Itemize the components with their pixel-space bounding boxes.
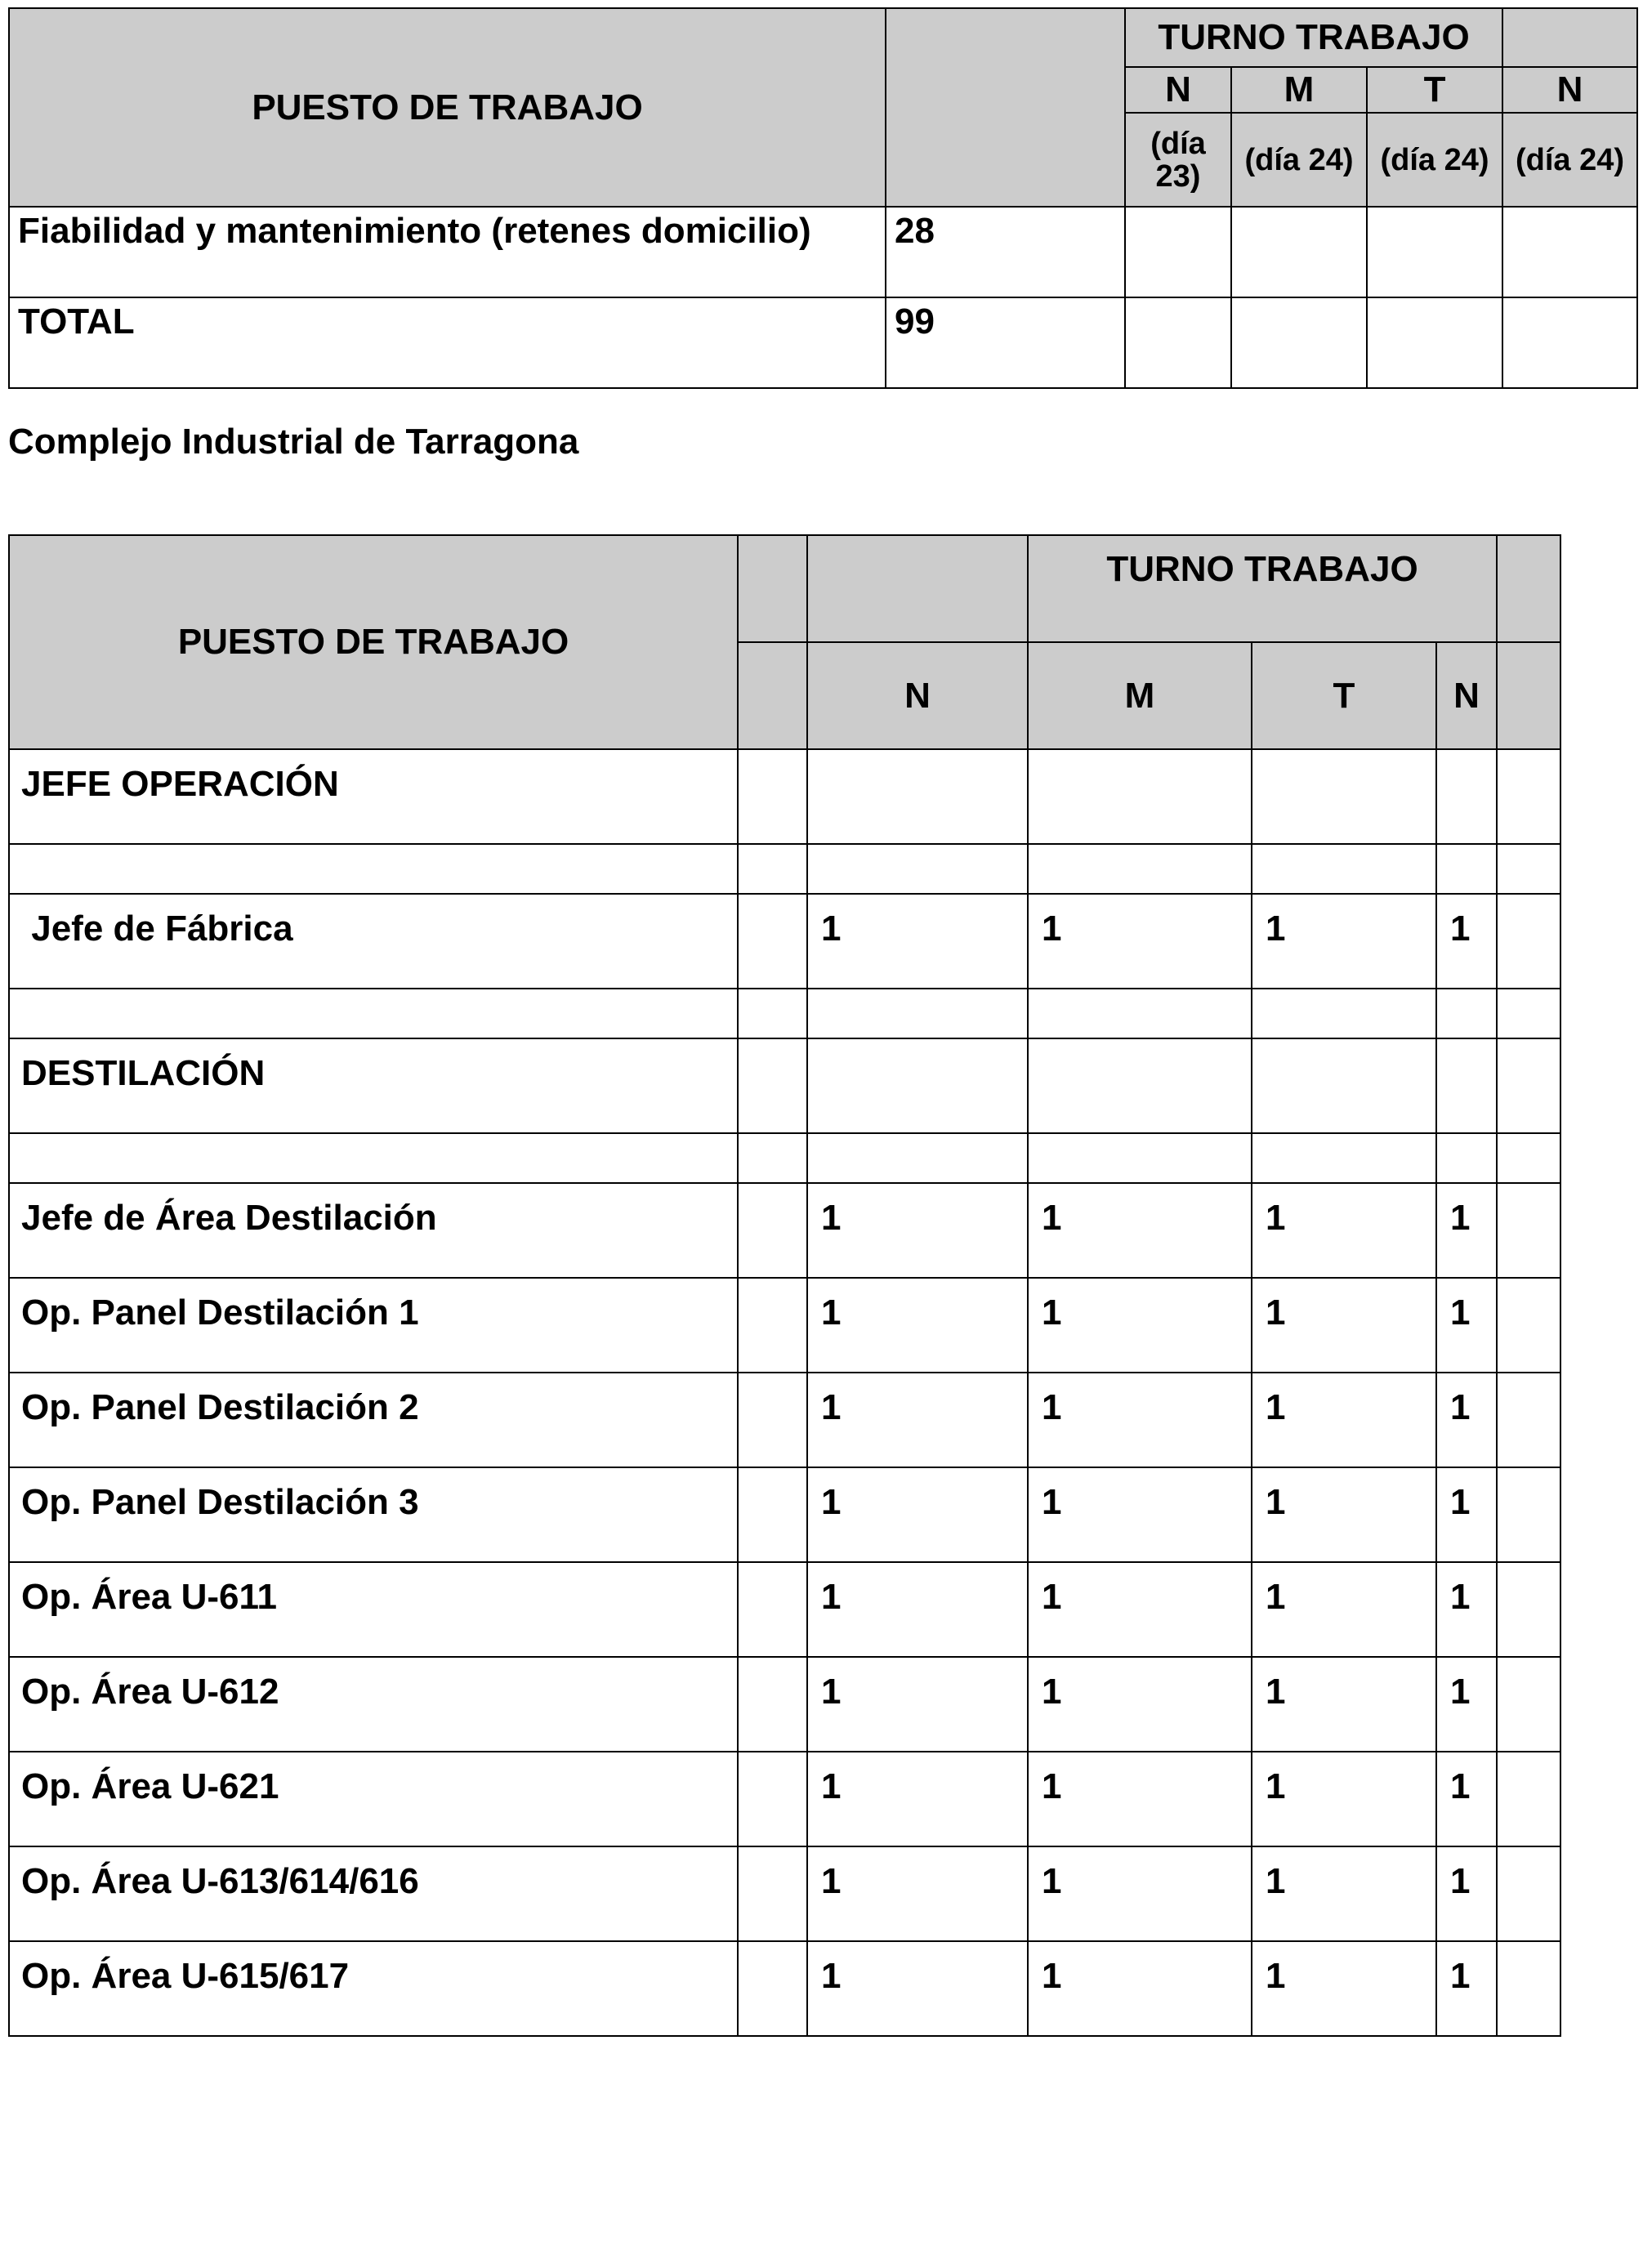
row-cell <box>1497 1941 1560 2036</box>
header-shift-m: M <box>1028 642 1252 749</box>
row-cell <box>1502 297 1637 388</box>
table-row <box>9 1183 1560 1278</box>
row-cell <box>738 1467 807 1562</box>
row-label: DESTILACIÓN <box>9 1038 738 1133</box>
row-value: 1 <box>1436 1941 1497 2036</box>
row-value <box>807 844 1028 894</box>
row-label: TOTAL <box>9 297 886 388</box>
header-blank <box>738 642 807 749</box>
table-row <box>9 1133 1560 1183</box>
row-cell <box>1367 297 1502 388</box>
header-turno: TURNO TRABAJO <box>1028 535 1497 642</box>
row-value <box>1028 1133 1252 1183</box>
table-row <box>9 749 1560 844</box>
row-value: 1 <box>1252 1941 1436 2036</box>
row-value: 1 <box>1436 1657 1497 1752</box>
header-blank <box>1497 642 1560 749</box>
row-value: 1 <box>807 1467 1028 1562</box>
row-value: 1 <box>1028 1373 1252 1467</box>
row-value: 1 <box>1028 1562 1252 1657</box>
row-value: 1 <box>1436 1562 1497 1657</box>
row-value: 1 <box>1252 1373 1436 1467</box>
header-shift-m: M <box>1231 67 1367 113</box>
row-value: 1 <box>1436 1183 1497 1278</box>
row-value <box>1436 1133 1497 1183</box>
row-value: 1 <box>1436 1373 1497 1467</box>
row-cell <box>1497 894 1560 989</box>
row-value <box>807 1133 1028 1183</box>
row-label <box>9 1133 738 1183</box>
staffing-table-continued <box>8 7 1638 389</box>
table-row <box>9 1941 1560 2036</box>
row-value <box>1436 989 1497 1038</box>
row-value: 1 <box>807 1183 1028 1278</box>
row-label: Jefe de Área Destilación <box>9 1183 738 1278</box>
row-value: 1 <box>807 1657 1028 1752</box>
row-value: 1 <box>1252 1562 1436 1657</box>
row-cell <box>738 1562 807 1657</box>
row-cell <box>1497 844 1560 894</box>
row-value <box>1252 989 1436 1038</box>
table-row <box>9 1373 1560 1467</box>
row-value <box>1252 844 1436 894</box>
table-row <box>9 1657 1560 1752</box>
row-value: 1 <box>1252 1467 1436 1562</box>
header-shift-t: T <box>1367 67 1502 113</box>
row-value: 1 <box>1252 1657 1436 1752</box>
table-row <box>9 1038 1560 1133</box>
row-value <box>1252 1133 1436 1183</box>
table-row <box>9 1467 1560 1562</box>
header-blank <box>1502 8 1637 67</box>
row-value <box>1436 844 1497 894</box>
row-cell <box>1497 1038 1560 1133</box>
row-value <box>1028 1038 1252 1133</box>
row-cell <box>1497 1133 1560 1183</box>
row-cell <box>1367 207 1502 297</box>
header-day: (día 24) <box>1502 113 1637 207</box>
row-value: 1 <box>807 1752 1028 1846</box>
row-cell <box>738 1657 807 1752</box>
row-value: 1 <box>1252 894 1436 989</box>
table-row <box>9 1752 1560 1846</box>
row-value: 1 <box>807 894 1028 989</box>
row-value: 1 <box>1436 1278 1497 1373</box>
header-puesto: PUESTO DE TRABAJO <box>9 535 738 749</box>
row-value: 1 <box>1252 1278 1436 1373</box>
row-value: 1 <box>1252 1183 1436 1278</box>
row-label: Op. Área U-615/617 <box>9 1941 738 2036</box>
section-title: Complejo Industrial de Tarragona <box>8 422 579 462</box>
table-row <box>9 1278 1560 1373</box>
row-value: 1 <box>1028 1846 1252 1941</box>
row-cell <box>1497 1467 1560 1562</box>
row-cell <box>1231 297 1367 388</box>
row-label <box>9 989 738 1038</box>
row-label: Op. Panel Destilación 1 <box>9 1278 738 1373</box>
row-cell <box>738 989 807 1038</box>
row-value <box>1436 1038 1497 1133</box>
row-value: 1 <box>807 1846 1028 1941</box>
row-cell <box>1502 207 1637 297</box>
row-count: 28 <box>886 207 1125 297</box>
row-label: Fiabilidad y mantenimiento (retenes domicilio) <box>9 207 886 297</box>
row-cell <box>738 1846 807 1941</box>
row-value: 1 <box>1252 1846 1436 1941</box>
header-shift-t: T <box>1252 642 1436 749</box>
row-cell <box>738 844 807 894</box>
header-blank <box>886 8 1125 207</box>
header-turno: TURNO TRABAJO <box>1125 8 1502 67</box>
row-cell <box>1231 207 1367 297</box>
row-label: Op. Área U-612 <box>9 1657 738 1752</box>
header-day: (día 23) <box>1125 113 1231 207</box>
row-value: 1 <box>1028 1467 1252 1562</box>
row-cell <box>738 1373 807 1467</box>
row-label <box>9 844 738 894</box>
row-label: Op. Área U-611 <box>9 1562 738 1657</box>
header-shift-n2: N <box>1436 642 1497 749</box>
row-cell <box>1497 1183 1560 1278</box>
row-value: 1 <box>1028 1278 1252 1373</box>
row-label: Op. Panel Destilación 2 <box>9 1373 738 1467</box>
row-value: 1 <box>807 1278 1028 1373</box>
row-cell <box>738 1133 807 1183</box>
row-cell <box>1497 989 1560 1038</box>
table-row <box>9 894 1560 989</box>
staffing-table-tarragona <box>8 534 1561 2037</box>
row-value: 1 <box>1436 1467 1497 1562</box>
row-value: 1 <box>1436 894 1497 989</box>
header-day: (día 24) <box>1231 113 1367 207</box>
row-cell <box>1497 1562 1560 1657</box>
header-blank <box>1497 535 1560 642</box>
row-value <box>1436 749 1497 844</box>
header-blank <box>738 535 807 642</box>
row-value: 1 <box>1436 1752 1497 1846</box>
row-value <box>1028 749 1252 844</box>
row-cell <box>1497 1657 1560 1752</box>
row-value <box>1252 1038 1436 1133</box>
header-puesto: PUESTO DE TRABAJO <box>9 8 886 207</box>
row-value: 1 <box>807 1562 1028 1657</box>
row-cell <box>1497 749 1560 844</box>
header-day: (día 24) <box>1367 113 1502 207</box>
row-cell <box>738 894 807 989</box>
row-value <box>807 749 1028 844</box>
row-value: 1 <box>1028 1752 1252 1846</box>
header-shift-n2: N <box>1502 67 1637 113</box>
header-shift-n1: N <box>807 642 1028 749</box>
row-cell <box>1125 297 1231 388</box>
row-cell <box>738 1752 807 1846</box>
row-value: 1 <box>1028 1183 1252 1278</box>
row-label: JEFE OPERACIÓN <box>9 749 738 844</box>
table-row <box>9 989 1560 1038</box>
header-shift-n1: N <box>1125 67 1231 113</box>
row-value <box>1028 844 1252 894</box>
row-cell <box>1497 1752 1560 1846</box>
row-value: 1 <box>807 1941 1028 2036</box>
header-blank <box>807 535 1028 642</box>
row-cell <box>1497 1373 1560 1467</box>
row-cell <box>1497 1846 1560 1941</box>
row-cell <box>738 1941 807 2036</box>
row-label: Op. Área U-621 <box>9 1752 738 1846</box>
row-cell <box>738 1038 807 1133</box>
row-cell <box>1497 1278 1560 1373</box>
row-value: 1 <box>1252 1752 1436 1846</box>
row-cell <box>738 749 807 844</box>
table-row <box>9 1846 1560 1941</box>
table-row <box>9 1562 1560 1657</box>
row-value: 1 <box>1028 1657 1252 1752</box>
row-label: Op. Área U-613/614/616 <box>9 1846 738 1941</box>
row-value: 1 <box>807 1373 1028 1467</box>
row-cell <box>738 1278 807 1373</box>
row-cell <box>1125 207 1231 297</box>
table-row <box>9 844 1560 894</box>
row-value <box>1028 989 1252 1038</box>
row-label: Jefe de Fábrica <box>9 894 738 989</box>
row-value <box>807 1038 1028 1133</box>
row-count: 99 <box>886 297 1125 388</box>
row-value <box>807 989 1028 1038</box>
row-value: 1 <box>1436 1846 1497 1941</box>
row-cell <box>738 1183 807 1278</box>
row-value <box>1252 749 1436 844</box>
row-value: 1 <box>1028 1941 1252 2036</box>
row-label: Op. Panel Destilación 3 <box>9 1467 738 1562</box>
row-value: 1 <box>1028 894 1252 989</box>
